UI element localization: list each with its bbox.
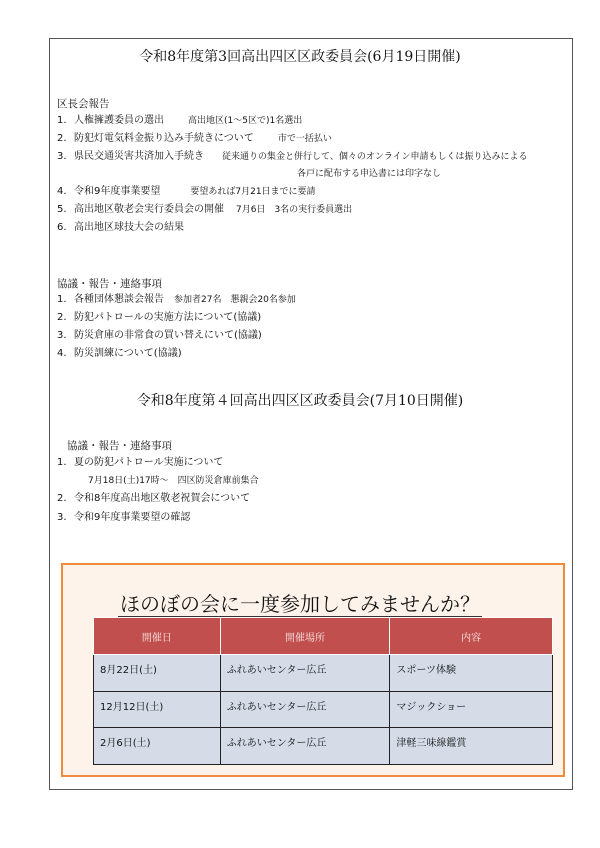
list-item: 3. 防災倉庫の非常食の買い替えにいて(協議)	[57, 330, 262, 341]
meeting1-section1-heading: 区長会報告	[57, 98, 110, 110]
list-item: 3. 県民交通災害共済加入手続き 従来通りの集金と併行して、個々のオンライン申請もしくは振り込みによる	[57, 151, 528, 162]
cell-place: ふれあいセンター広丘	[220, 691, 390, 728]
event-table	[93, 617, 553, 765]
list-item: 5. 高出地区敬老会実行委員会の開催 7月6日 3名の実行委員選出	[57, 204, 353, 215]
cell-content: 津軽三味線鑑賞	[390, 728, 553, 765]
header-place: 開催場所	[220, 618, 390, 655]
list-item: 2. 令和8年度高出地区敬老祝賀会について	[57, 493, 251, 504]
cell-content: スポーツ体験	[390, 655, 553, 692]
list-item-note: 各戸に配布する申込書には印字なし	[297, 169, 442, 179]
cell-date: 2月6日(土)	[94, 728, 221, 765]
event-box-title: ほのぼの会に一度参加してみませんか？	[120, 592, 480, 616]
cell-place: ふれあいセンター広丘	[220, 728, 390, 765]
cell-content: マジックショー	[390, 691, 553, 728]
table-row	[94, 655, 553, 692]
list-item: 4. 令和9年度事業要望 要望あれば7月21日までに要請	[57, 186, 316, 197]
list-item: 2. 防犯灯電気料金振り込み手続きについて 市で一括払い	[57, 133, 332, 144]
header-date: 開催日	[94, 618, 221, 655]
list-item: 1. 人権擁護委員の選出 高出地区(1～5区で)1名選出	[57, 115, 303, 126]
cell-place: ふれあいセンター広丘	[220, 655, 390, 692]
list-item-sub: 7月18日(土)17時～ 四区防災倉庫前集合	[88, 476, 259, 486]
list-item: 1. 夏の防犯パトロール実施について	[57, 457, 224, 468]
meeting1-section2-heading: 協議・報告・連絡事項	[57, 278, 162, 290]
meeting1-title: 令和8年度第3回高出四区区政委員会(6月19日開催)	[139, 49, 461, 65]
table-row	[94, 691, 553, 728]
meeting2-section-heading: 協議・報告・連絡事項	[67, 440, 172, 452]
list-item: 2. 防犯パトロールの実施方法について(協議)	[57, 312, 262, 323]
cell-date: 12月12日(土)	[94, 691, 221, 728]
list-item: 1. 各種団体懇談会報告 参加者27名 懇親会20名参加	[57, 294, 296, 305]
meeting2-title: 令和8年度第４回高出四区区政委員会(7月10日開催)	[136, 393, 464, 409]
table-header-row	[94, 618, 553, 655]
list-item: 3. 令和9年度事業要望の確認	[57, 512, 191, 523]
header-content: 内容	[390, 618, 553, 655]
cell-date: 8月22日(土)	[94, 655, 221, 692]
list-item: 4. 防災訓練について(協議)	[57, 348, 182, 359]
list-item: 6. 高出地区球技大会の結果	[57, 222, 184, 233]
table-row	[94, 728, 553, 765]
